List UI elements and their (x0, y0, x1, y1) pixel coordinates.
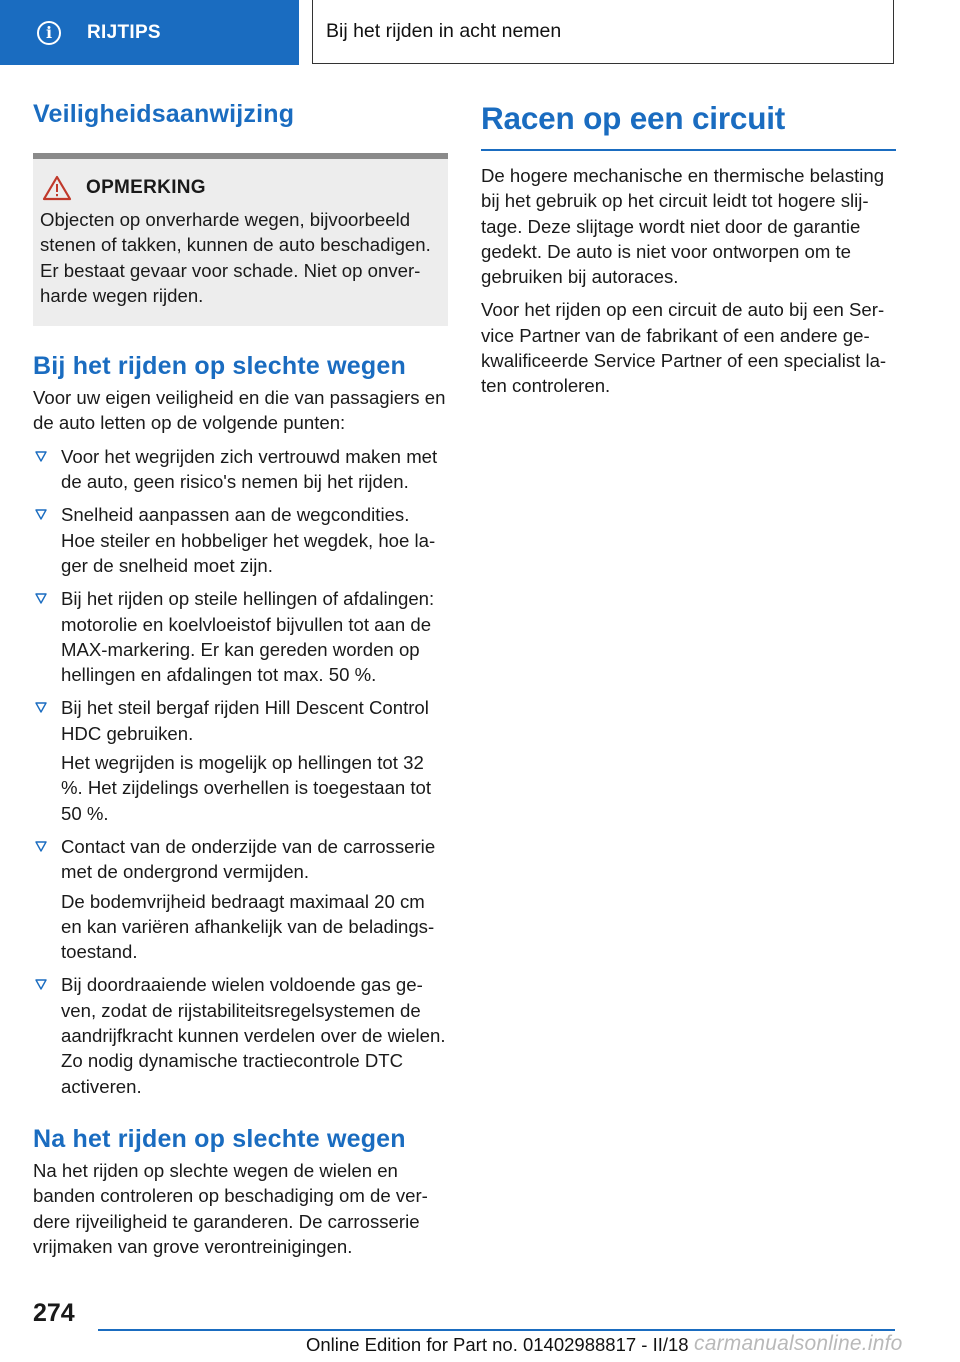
note-header (40, 175, 440, 201)
circuit-heading: Racen op een circuit (481, 100, 786, 136)
info-circle-icon: i (37, 21, 61, 45)
list-item (33, 834, 448, 964)
triangle-bullet-icon (35, 593, 47, 605)
footer-rule (98, 1329, 895, 1331)
list-item-text: Snelheid aanpassen aan de wegcondities. Hoe steiler en hobbeliger het wegdek, hoe lager de snelheid moet zijn. (61, 504, 436, 576)
list-item (33, 502, 448, 578)
page-number: 274 (33, 1299, 75, 1327)
list-item-text: Contact van de onderzijde van de carrosserie met de ondergrond vermijden. (61, 835, 436, 883)
chapter-label: RIJTIPS (87, 21, 161, 43)
circuit-paragraph: De hogere mechanische en thermische belasting bij het gebruik op het circuit leidt tot hogere slijtage. Deze slijtage wordt niet door de garantie gedekt. De auto is niet voor ontworpen om te gebruiken bij autoraces. (481, 165, 885, 288)
triangle-bullet-icon (35, 509, 47, 521)
warning-note (33, 153, 448, 326)
triangle-bullet-icon (35, 451, 47, 463)
bad-roads-section (33, 352, 448, 1099)
list-item-note: De bodemvrijheid bedraagt maximaal 20 cm en kan variëren afhankelijk van de beladingstoestand. (61, 890, 435, 963)
list-item (33, 444, 448, 495)
after-bad-roads-heading: Na het rijden op slechte wegen (33, 1124, 406, 1153)
after-bad-roads-text: Na het rijden op slechte wegen de wielen en banden controleren op beschadiging om de verdere rijveiligheid te garanderen. De carrosserie vrijmaken van grove verontreinigingen. (33, 1159, 428, 1257)
list-item-text: Voor het wegrijden zich vertrouwd maken met de auto, geen risico's nemen bij het rijden. (61, 445, 438, 493)
triangle-bullet-icon (35, 702, 47, 714)
list-item (33, 972, 448, 1098)
list-item-text: Bij doordraaiende wielen voldoende gas geven, zodat de rijstabiliteitsregelsystemen de aandrijfkracht kunnen verdelen over de wielen. Zo nodig dynamische tractiecontrole DTC activeren. (61, 974, 446, 1097)
watermark: carmanualsonline.info (694, 1332, 903, 1355)
bad-roads-list (33, 444, 448, 1099)
note-text: Objecten op onverharde wegen, bijvoorbeeld stenen of takken, kunnen de auto beschadigen. Er bestaat gevaar voor schade. Niet op onverharde wegen rijden. (40, 209, 431, 306)
chapter-tab[interactable] (0, 0, 299, 65)
note-title: OPMERKING (86, 177, 206, 198)
circuit-paragraph: Voor het rijden op een circuit de auto bij een Service Partner van de fabrikant of een andere gekwalificeerde Service Partner of een specialist laten controleren. (481, 299, 887, 397)
warning-triangle-icon (42, 175, 72, 201)
bad-roads-intro: Voor uw eigen veiligheid en die van passagiers en de auto letten op de volgende punten: (33, 387, 446, 434)
safety-heading: Veiligheidsaanwijzing (33, 100, 295, 128)
after-bad-roads-section (33, 1125, 448, 1259)
list-item (33, 586, 448, 687)
triangle-bullet-icon (35, 979, 47, 991)
list-item-text: Bij het rijden op steile hellingen of afdalingen: motorolie en koelvloeistof bijvullen tot aan de MAX-markering. Er kan gereden worden op hellingen en afdalingen tot max. 50 %. (61, 588, 435, 686)
left-column (33, 100, 448, 1259)
circuit-body (481, 163, 896, 399)
bad-roads-heading: Bij het rijden op slechte wegen (33, 352, 406, 381)
section-title: Bij het rijden in acht nemen (326, 20, 562, 42)
list-item-text: Bij het steil bergaf rijden Hill Descent Control HDC gebruiken. (61, 697, 429, 744)
heading-rule (481, 149, 896, 151)
list-item (33, 695, 448, 825)
right-column (481, 100, 896, 399)
edition-text: Online Edition for Part no. 01402988817 - II/18 (306, 1334, 689, 1355)
section-header (312, 0, 894, 64)
list-item-note: Het wegrijden is mogelijk op hellingen tot 32 %. Het zijdelings overhellen is toegestaan tot 50 %. (61, 752, 432, 824)
triangle-bullet-icon (35, 841, 47, 853)
